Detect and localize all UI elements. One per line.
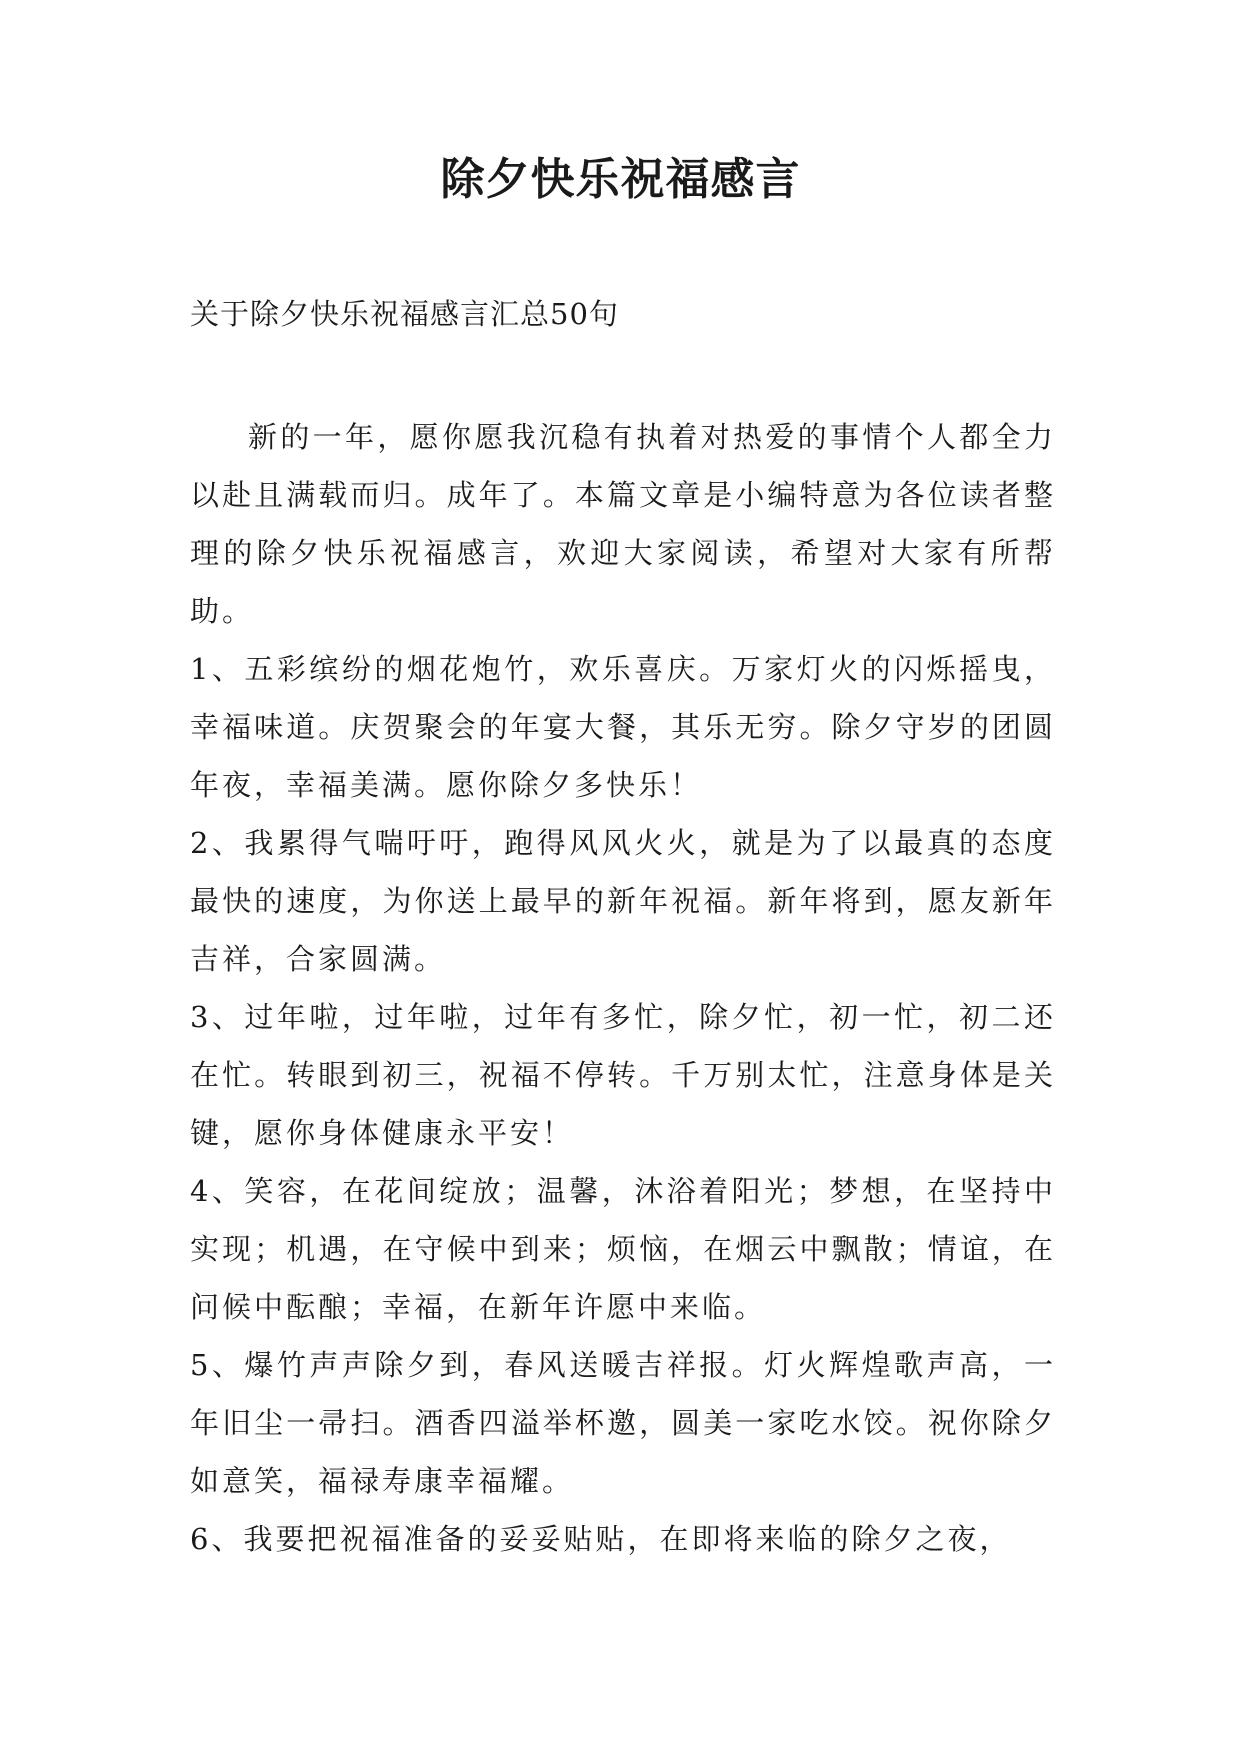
list-item: 6、我要把祝福准备的妥妥贴贴，在即将来临的除夕之夜，: [190, 1522, 1012, 1556]
list-item: 2、我累得气喘吁吁，跑得风风火火，就是为了以最真的态度最快的速度，为你送上最早的新年祝福。新年将到，愿友新年吉祥，合家圆满。: [190, 826, 1056, 976]
list-item: 3、过年啦，过年啦，过年有多忙，除夕忙，初一忙，初二还在忙。转眼到初三，祝福不停转。千万别太忙，注意身体是关键，愿你身体健康永平安！: [190, 1000, 1056, 1150]
list-item: 4、笑容，在花间绽放；温馨，沐浴着阳光；梦想，在坚持中实现；机遇，在守候中到来；烦恼，在烟云中飘散；情谊，在问候中酝酿；幸福，在新年许愿中来临。: [190, 1174, 1056, 1324]
document-body: [190, 408, 1056, 1568]
document-subtitle: 关于除夕快乐祝福感言汇总50句: [190, 297, 619, 331]
intro-paragraph: 新的一年，愿你愿我沉稳有执着对热爱的事情个人都全力以赴且满载而归。成年了。本篇文章是小编特意为各位读者整理的除夕快乐祝福感言，欢迎大家阅读，希望对大家有所帮助。: [190, 420, 1056, 628]
list-item: 1、五彩缤纷的烟花炮竹，欢乐喜庆。万家灯火的闪烁摇曳，幸福味道。庆贺聚会的年宴大餐，其乐无穷。除夕守岁的团圆年夜，幸福美满。愿你除夕多快乐！: [190, 652, 1056, 802]
document-title: 除夕快乐祝福感言: [440, 154, 801, 205]
list-item: 5、爆竹声声除夕到，春风送暖吉祥报。灯火辉煌歌声高，一年旧尘一帚扫。酒香四溢举杯邀，圆美一家吃水饺。祝你除夕如意笑，福禄寿康幸福耀。: [190, 1348, 1056, 1498]
